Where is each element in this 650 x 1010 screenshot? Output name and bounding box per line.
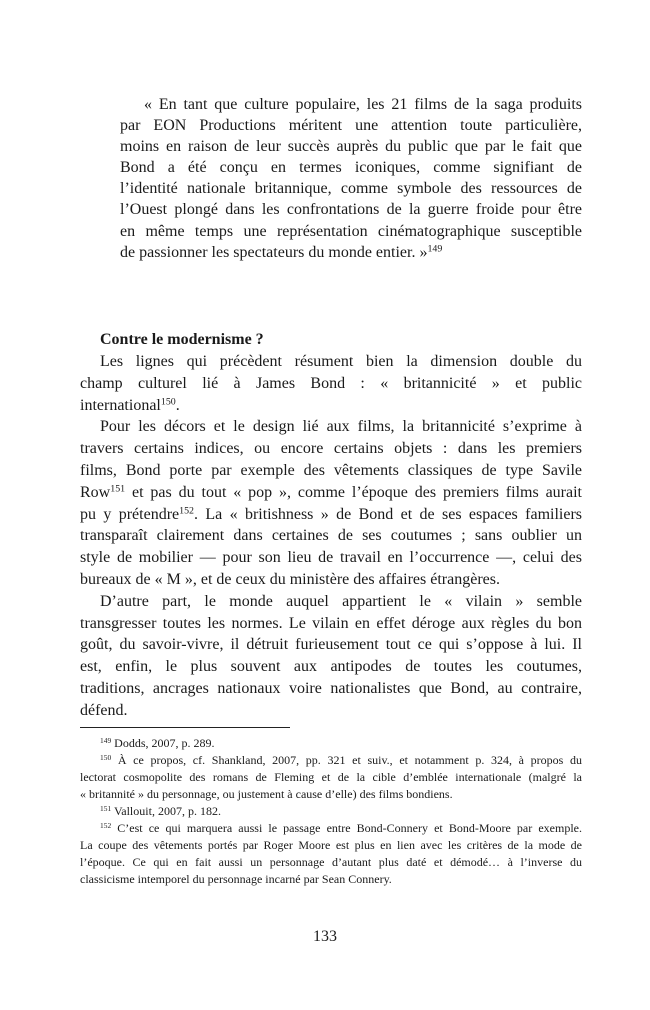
text-line bbox=[80, 525, 582, 547]
text-line bbox=[80, 395, 582, 417]
text-line bbox=[120, 136, 582, 157]
text-line bbox=[80, 803, 582, 820]
text-run: . bbox=[175, 396, 180, 414]
text-run: « britannité » du personnage, ou justement à cause d’elle) des films bondiens. bbox=[80, 787, 453, 801]
footnote-ref: 150 bbox=[160, 396, 176, 408]
footnote-ref: 152 bbox=[100, 820, 112, 830]
text-line bbox=[80, 482, 582, 504]
paragraph bbox=[80, 591, 582, 722]
text-line bbox=[120, 94, 582, 115]
text-line bbox=[80, 438, 582, 460]
section-heading: Contre le modernisme ? bbox=[100, 331, 264, 348]
text-line bbox=[80, 752, 582, 769]
text-run: style de mobilier — pour son lieu de travail en l’occurrence —, celui des bbox=[80, 549, 582, 567]
text-run: Vallouit, 2007, p. 182. bbox=[111, 804, 221, 818]
text-run: l’identité nationale britannique, comme symbole des ressources de bbox=[120, 180, 582, 198]
text-line bbox=[80, 871, 582, 888]
text-line bbox=[120, 242, 582, 263]
text-run: bureaux de « M », et de ceux du ministère des affaires étrangères. bbox=[80, 570, 500, 588]
text-run: transgresser toutes les normes. Le vilain en effet déroge aux règles du bon bbox=[80, 614, 582, 632]
text-run: « En tant que culture populaire, les 21 films de la saga produits bbox=[144, 96, 582, 113]
text-run: par EON Productions méritent une attention toute particulière, bbox=[120, 117, 582, 135]
text-run: l’époque. Ce qui en fait aussi un personnage d’autant plus daté et démodé… à l’inverse du bbox=[80, 855, 582, 869]
text-run: traditions, ancrages nationaux voire nationalistes que Bond, au contraire, bbox=[80, 679, 582, 697]
text-run: goût, du savoir-vivre, il détruit furieusement tout ce qui s’oppose à lui. Il bbox=[80, 636, 582, 654]
footnote-ref: 149 bbox=[100, 735, 112, 745]
text-line bbox=[80, 613, 582, 635]
footnote-ref: 152 bbox=[179, 505, 194, 517]
text-run: À ce propos, cf. Shankland, 2007, pp. 321 et suiv., et notamment p. 324, à propos du bbox=[111, 753, 582, 767]
footnotes bbox=[80, 735, 582, 888]
text-line bbox=[80, 634, 582, 656]
text-line bbox=[80, 678, 582, 700]
text-run: Row bbox=[80, 483, 111, 501]
text-run: international bbox=[80, 396, 161, 414]
text-run: champ culturel lié à James Bond : « britannicité » et public bbox=[80, 374, 582, 392]
footnote bbox=[80, 752, 582, 803]
text-line bbox=[80, 547, 582, 569]
text-run: moins en raison de leur succès auprès du public que par le fait que bbox=[120, 138, 582, 156]
paragraph bbox=[80, 416, 582, 590]
text-run: en même temps une représentation cinématographique susceptible bbox=[120, 222, 582, 240]
footnote-ref: 150 bbox=[100, 752, 112, 762]
text-line bbox=[80, 735, 582, 752]
text-run: pu y prétendre bbox=[80, 505, 180, 523]
text-run: Les lignes qui précèdent résument bien la dimension double du bbox=[100, 353, 582, 370]
footnote bbox=[80, 803, 582, 820]
footnote-ref: 149 bbox=[427, 243, 443, 255]
footnote-ref: 151 bbox=[100, 803, 112, 813]
footnote-ref: 151 bbox=[110, 483, 126, 495]
footnote bbox=[80, 820, 582, 888]
footnote bbox=[80, 735, 582, 752]
body-text bbox=[80, 351, 582, 722]
text-line bbox=[80, 700, 582, 722]
text-line bbox=[80, 460, 582, 482]
text-run: de passionner les spectateurs du monde entier. » bbox=[120, 243, 428, 261]
paragraph bbox=[80, 351, 582, 416]
text-run: . La « britishness » de Bond et de ses espaces familiers bbox=[194, 505, 583, 523]
text-run: l’Ouest plongé dans les confrontations de la guerre froide pour être bbox=[120, 201, 582, 219]
text-line bbox=[80, 769, 582, 786]
paragraph bbox=[120, 94, 582, 263]
text-run: D’autre part, le monde auquel appartient le « vilain » semble bbox=[100, 592, 582, 610]
text-line bbox=[80, 656, 582, 678]
text-line bbox=[80, 373, 582, 395]
text-line bbox=[120, 157, 582, 178]
text-run: Dodds, 2007, p. 289. bbox=[111, 736, 215, 750]
text-run: La coupe des vêtements portés par Roger Moore est plus en lien avec les critères de la mode de bbox=[80, 838, 582, 852]
text-run: Bond a été conçu en termes iconiques, comme signifiant de bbox=[120, 159, 582, 177]
text-run: transparaît clairement dans certaines de ses coutumes ; sans oublier un bbox=[80, 527, 582, 545]
text-run: est, enfin, le plus souvent aux antipodes de toutes les coutumes, bbox=[80, 658, 582, 676]
text-line bbox=[80, 569, 582, 591]
text-line bbox=[120, 115, 582, 136]
text-run: films, Bond porte par exemple des vêtements classiques de type Savile bbox=[80, 461, 582, 479]
text-line bbox=[80, 820, 582, 837]
text-run: et pas du tout « pop », comme l’époque des premiers films aurait bbox=[125, 483, 582, 501]
text-run: lectorat cosmopolite des romans de Fleming et de la cible d’emblée internationale (malgré la bbox=[80, 770, 582, 784]
text-line bbox=[80, 591, 582, 613]
block-quote bbox=[120, 94, 582, 263]
text-line bbox=[80, 416, 582, 438]
text-line bbox=[80, 837, 582, 854]
text-line bbox=[120, 221, 582, 242]
text-line bbox=[80, 504, 582, 526]
text-line bbox=[80, 854, 582, 871]
text-run: C’est ce qui marquera aussi le passage entre Bond-Connery et Bond-Moore par exemple. bbox=[111, 821, 582, 835]
text-line bbox=[80, 786, 582, 803]
text-line bbox=[80, 351, 582, 373]
text-run: travers certains indices, ou encore certains objets : dans les premiers bbox=[80, 440, 582, 458]
text-run: défend. bbox=[80, 701, 128, 719]
text-run: Pour les décors et le design lié aux films, la britannicité s’exprime à bbox=[100, 418, 582, 436]
page-number: 133 bbox=[313, 928, 337, 945]
text-line bbox=[120, 199, 582, 220]
text-run: classicisme intemporel du personnage incarné par Sean Connery. bbox=[80, 872, 392, 886]
footnote-separator bbox=[80, 727, 290, 728]
text-line bbox=[120, 178, 582, 199]
